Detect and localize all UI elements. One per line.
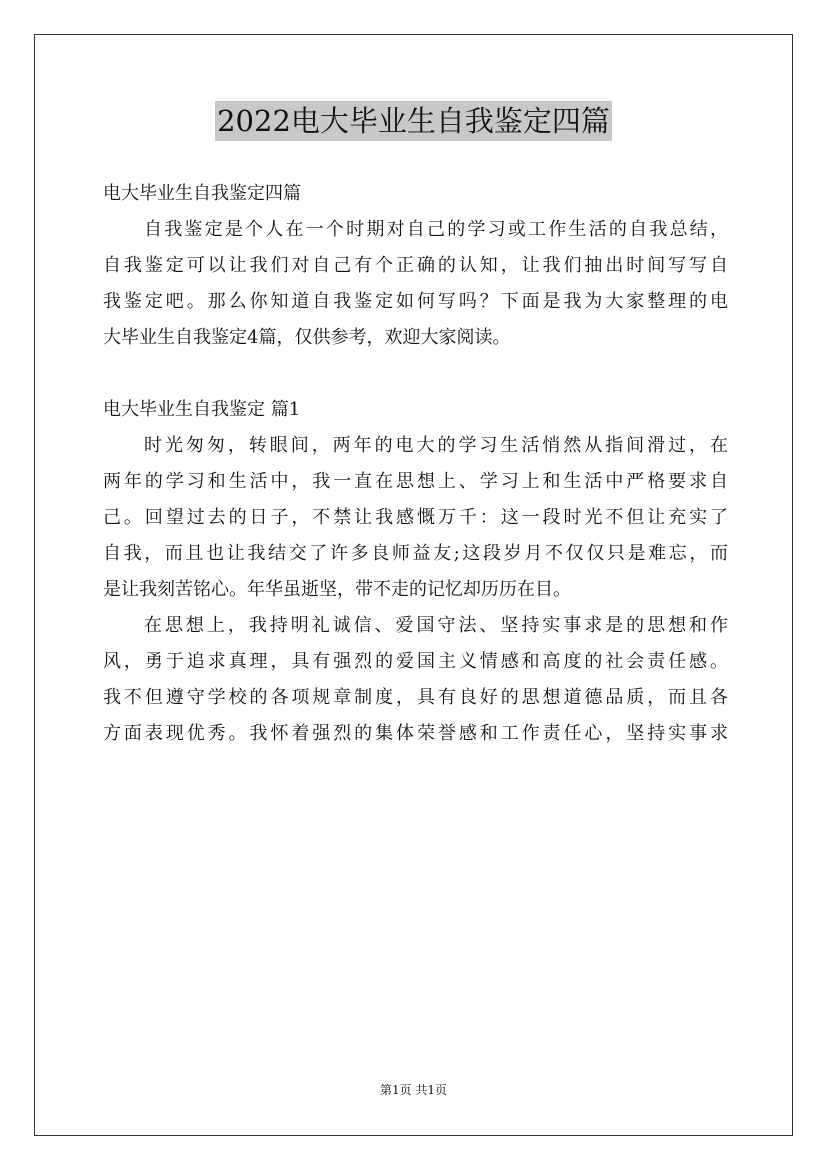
document-body [103,176,728,752]
document-subtitle: 电大毕业生自我鉴定四篇 [103,183,301,204]
paragraph-line: 两年的学习和生活中，我一直在思想上、学习上和生活中严格要求自 [103,471,728,492]
paragraph-line: 是让我刻苦铭心。年华虽逝坚，带不走的记忆却历历在目。 [103,579,571,600]
paragraph-line: 自我，而且也让我结交了许多良师益友;这段岁月不仅仅只是难忘，而 [103,543,728,564]
intro-line: 我鉴定吧。那么你知道自我鉴定如何写吗？下面是我为大家整理的电 [103,291,728,312]
paragraph-line: 风，勇于追求真理，具有强烈的爱国主义情感和高度的社会责任感。 [103,651,728,672]
intro-line: 自我鉴定可以让我们对自己有个正确的认知，让我们抽出时间写写自 [103,255,728,276]
paragraph-line: 我不但遵守学校的各项规章制度，具有良好的思想道德品质，而且各 [103,687,728,708]
document-title: 2022电大毕业生自我鉴定四篇 [215,101,612,141]
paragraph-line: 时光匆匆，转眼间，两年的电大的学习生活悄然从指间滑过，在 [144,435,728,456]
intro-line: 自我鉴定是个人在一个时期对自己的学习或工作生活的自我总结， [144,219,728,240]
section-heading: 电大毕业生自我鉴定 篇1 [103,399,301,420]
intro-line: 大毕业生自我鉴定4篇，仅供参考，欢迎大家阅读。 [103,327,511,348]
paragraph-line: 在思想上，我持明礼诚信、爱国守法、坚持实事求是的思想和作 [144,615,728,636]
paragraph-line: 方面表现优秀。我怀着强烈的集体荣誉感和工作责任心，坚持实事求 [103,723,728,744]
page-number-footer: 第1页 共1页 [379,1083,448,1097]
title-container [0,101,827,141]
paragraph-gap [103,356,728,392]
paragraph-line: 己。回望过去的日子，不禁让我感慨万千：这一段时光不但让充实了 [103,507,728,528]
